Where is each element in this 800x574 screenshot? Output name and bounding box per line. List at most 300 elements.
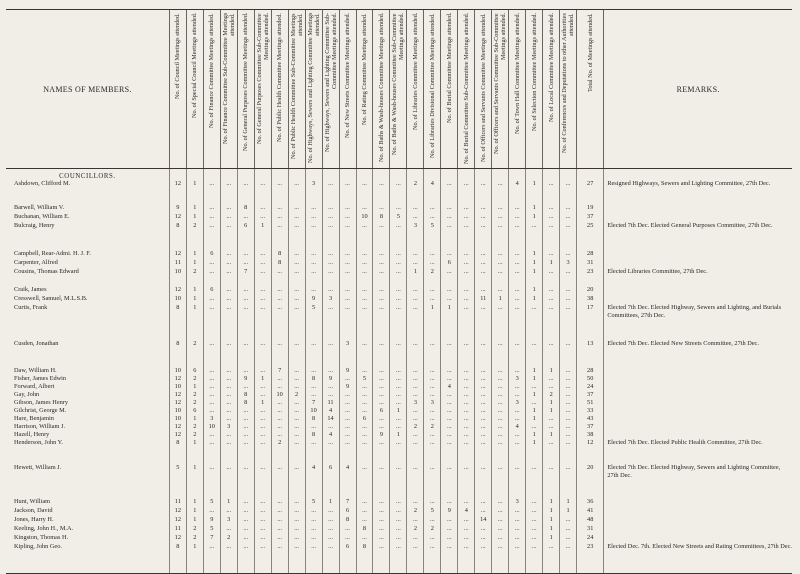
count-cell: 14 xyxy=(475,516,492,525)
count-cell: 2 xyxy=(186,268,203,286)
total-cell: 12 xyxy=(577,439,604,464)
member-name: Hunt, William xyxy=(14,498,51,505)
count-cell: ... xyxy=(203,222,220,250)
count-cell: 4 xyxy=(509,180,526,204)
count-cell: ... xyxy=(475,375,492,383)
count-cell: 6 xyxy=(441,259,458,268)
member-name: Jackson, David xyxy=(14,507,53,514)
total-cell: 41 xyxy=(577,507,604,516)
table-row xyxy=(6,286,792,295)
count-cell: 1 xyxy=(186,543,203,574)
count-cell: ... xyxy=(475,383,492,391)
total-cell: 27 xyxy=(577,180,604,204)
count-cell: ... xyxy=(475,180,492,204)
count-cell: 1 xyxy=(526,375,543,383)
member-cell xyxy=(6,525,169,534)
count-cell: ... xyxy=(509,507,526,516)
count-cell: 7 xyxy=(339,498,356,507)
count-cell: ... xyxy=(288,180,305,204)
count-cell: 2 xyxy=(288,391,305,399)
count-cell: ... xyxy=(475,407,492,415)
table-row xyxy=(6,250,792,259)
total-header xyxy=(577,10,604,169)
count-cell: 1 xyxy=(186,498,203,507)
total-cell: 28 xyxy=(577,367,604,375)
count-cell: ... xyxy=(322,507,339,516)
count-cell: ... xyxy=(560,222,577,250)
count-cell: 8 xyxy=(305,375,322,383)
remark-cell xyxy=(604,399,792,407)
member-cell xyxy=(6,367,169,375)
count-cell: 1 xyxy=(526,295,543,304)
count-cell: 14 xyxy=(322,415,339,423)
count-cell: 1 xyxy=(526,367,543,375)
member-name: Forward, Albert xyxy=(14,383,55,390)
count-cell: ... xyxy=(254,286,271,295)
count-cell: 8 xyxy=(356,525,373,534)
remark-cell: Elected 7th Dec. Elected General Purposes Committee, 27th Dec. xyxy=(604,222,792,250)
count-cell: 1 xyxy=(407,268,424,286)
count-cell: ... xyxy=(424,250,441,259)
count-cell: 7 xyxy=(271,367,288,375)
total-cell: 28 xyxy=(577,250,604,259)
count-cell: ... xyxy=(305,507,322,516)
count-cell: ... xyxy=(203,439,220,464)
count-cell: 1 xyxy=(254,399,271,407)
count-cell: ... xyxy=(356,180,373,204)
count-cell: 3 xyxy=(407,399,424,407)
count-cell: ... xyxy=(475,304,492,340)
count-cell: ... xyxy=(492,399,509,407)
count-cell: 7 xyxy=(237,268,254,286)
count-cell: ... xyxy=(560,375,577,383)
count-cell: 1 xyxy=(526,431,543,439)
count-cell: ... xyxy=(356,340,373,367)
count-cell: ... xyxy=(237,250,254,259)
count-cell: ... xyxy=(305,423,322,431)
member-cell xyxy=(6,213,169,222)
section-empty-cell xyxy=(305,169,322,181)
count-cell: ... xyxy=(441,222,458,250)
count-cell: ... xyxy=(492,340,509,367)
count-cell: 4 xyxy=(305,464,322,498)
count-cell: 5 xyxy=(169,464,186,498)
count-cell: ... xyxy=(492,213,509,222)
count-cell: ... xyxy=(492,222,509,250)
column-header xyxy=(475,10,492,169)
remark-cell xyxy=(604,250,792,259)
member-name: Cusden, Jonathan xyxy=(14,340,59,347)
count-cell: 10 xyxy=(169,383,186,391)
count-cell: 8 xyxy=(169,543,186,574)
count-cell: 2 xyxy=(424,268,441,286)
section-empty-cell xyxy=(271,169,288,181)
count-cell: ... xyxy=(356,367,373,375)
count-cell: 6 xyxy=(186,367,203,375)
count-cell: ... xyxy=(203,543,220,574)
member-cell xyxy=(6,375,169,383)
count-cell: ... xyxy=(339,431,356,439)
count-cell: 6 xyxy=(339,543,356,574)
count-cell: ... xyxy=(220,407,237,415)
count-cell: ... xyxy=(475,399,492,407)
count-cell: 1 xyxy=(186,204,203,213)
total-cell: 33 xyxy=(577,407,604,415)
section-empty-cell xyxy=(475,169,492,181)
count-cell: ... xyxy=(288,415,305,423)
count-cell: ... xyxy=(492,375,509,383)
column-header xyxy=(356,10,373,169)
count-cell: ... xyxy=(543,304,560,340)
count-cell: 1 xyxy=(543,516,560,525)
count-cell: ... xyxy=(373,383,390,391)
count-cell: ... xyxy=(475,222,492,250)
count-cell: ... xyxy=(203,340,220,367)
count-cell: 5 xyxy=(424,222,441,250)
count-cell: ... xyxy=(203,259,220,268)
count-cell: ... xyxy=(288,439,305,464)
count-cell: ... xyxy=(288,498,305,507)
count-cell: ... xyxy=(356,534,373,543)
count-cell: ... xyxy=(271,340,288,367)
count-cell: ... xyxy=(458,286,475,295)
count-cell: 9 xyxy=(339,367,356,375)
count-cell: 1 xyxy=(390,431,407,439)
count-cell: ... xyxy=(407,534,424,543)
count-cell: ... xyxy=(322,268,339,286)
count-cell: ... xyxy=(271,507,288,516)
count-cell: ... xyxy=(254,180,271,204)
count-cell: 9 xyxy=(169,204,186,213)
count-cell: 10 xyxy=(203,423,220,431)
count-cell: ... xyxy=(305,367,322,375)
table-row xyxy=(6,383,792,391)
member-name: Kingston, Thomas H. xyxy=(14,534,69,541)
remark-cell xyxy=(604,516,792,525)
count-cell: ... xyxy=(254,498,271,507)
column-header xyxy=(492,10,509,169)
count-cell: ... xyxy=(203,383,220,391)
count-cell: ... xyxy=(407,439,424,464)
count-cell: 3 xyxy=(220,516,237,525)
remark-cell xyxy=(604,383,792,391)
column-header-label: No. of Finance Committee Meetings attended. xyxy=(208,13,216,128)
count-cell: ... xyxy=(339,415,356,423)
count-cell: ... xyxy=(441,399,458,407)
count-cell: 1 xyxy=(390,407,407,415)
count-cell: 2 xyxy=(186,391,203,399)
member-name: Gilchrist, George M. xyxy=(14,407,67,414)
table-body xyxy=(6,169,792,574)
count-cell: ... xyxy=(356,383,373,391)
count-cell: ... xyxy=(390,286,407,295)
count-cell: ... xyxy=(424,340,441,367)
count-cell: 8 xyxy=(237,391,254,399)
count-cell: ... xyxy=(509,439,526,464)
total-cell: 37 xyxy=(577,391,604,399)
count-cell: ... xyxy=(288,464,305,498)
count-cell: ... xyxy=(407,295,424,304)
count-cell: ... xyxy=(220,250,237,259)
count-cell: ... xyxy=(373,525,390,534)
total-cell: 37 xyxy=(577,423,604,431)
count-cell: ... xyxy=(424,543,441,574)
count-cell: ... xyxy=(339,180,356,204)
member-cell xyxy=(6,423,169,431)
names-header: NAMES OF MEMBERS. xyxy=(6,10,169,169)
count-cell: ... xyxy=(509,415,526,423)
count-cell: 1 xyxy=(526,259,543,268)
count-cell: 5 xyxy=(203,525,220,534)
count-cell: ... xyxy=(322,286,339,295)
count-cell: ... xyxy=(560,340,577,367)
count-cell: ... xyxy=(254,464,271,498)
count-cell: ... xyxy=(492,250,509,259)
count-cell: ... xyxy=(339,304,356,340)
count-cell: ... xyxy=(271,431,288,439)
count-cell: ... xyxy=(271,399,288,407)
count-cell: ... xyxy=(407,516,424,525)
column-header-label: No. of Finance Committee Sub-Committee Meetings attended. xyxy=(221,13,236,145)
count-cell: ... xyxy=(339,295,356,304)
count-cell: ... xyxy=(492,415,509,423)
count-cell: ... xyxy=(475,431,492,439)
column-header xyxy=(373,10,390,169)
remark-cell xyxy=(604,391,792,399)
remark-cell xyxy=(604,295,792,304)
count-cell: ... xyxy=(203,304,220,340)
count-cell: ... xyxy=(390,250,407,259)
count-cell: ... xyxy=(441,423,458,431)
count-cell: ... xyxy=(509,516,526,525)
count-cell: ... xyxy=(560,250,577,259)
count-cell: ... xyxy=(356,407,373,415)
count-cell: ... xyxy=(356,507,373,516)
count-cell: ... xyxy=(254,304,271,340)
count-cell: ... xyxy=(220,268,237,286)
count-cell: ... xyxy=(254,268,271,286)
column-header-label: No. of Highways, Sewers and Lighting Committee Meetings attended. xyxy=(306,13,321,164)
count-cell: ... xyxy=(356,304,373,340)
section-empty-cell xyxy=(560,169,577,181)
count-cell: ... xyxy=(390,464,407,498)
count-cell: ... xyxy=(373,268,390,286)
count-cell: ... xyxy=(560,407,577,415)
count-cell: ... xyxy=(305,268,322,286)
count-cell: ... xyxy=(322,204,339,213)
count-cell: ... xyxy=(390,543,407,574)
count-cell: ... xyxy=(424,431,441,439)
column-header-label: No. of Burial Committee Meetings attended. xyxy=(445,13,453,124)
count-cell: 2 xyxy=(407,507,424,516)
count-cell: ... xyxy=(339,439,356,464)
count-cell: ... xyxy=(305,516,322,525)
count-cell: ... xyxy=(458,367,475,375)
count-cell: ... xyxy=(390,516,407,525)
count-cell: ... xyxy=(492,464,509,498)
count-cell: ... xyxy=(305,391,322,399)
count-cell: ... xyxy=(237,340,254,367)
count-cell: ... xyxy=(356,286,373,295)
member-name: Gay, John xyxy=(14,391,40,398)
count-cell: ... xyxy=(560,268,577,286)
count-cell: ... xyxy=(305,250,322,259)
count-cell: 11 xyxy=(169,259,186,268)
count-cell: ... xyxy=(390,304,407,340)
section-empty-cell xyxy=(203,169,220,181)
count-cell: ... xyxy=(373,180,390,204)
count-cell: ... xyxy=(390,259,407,268)
count-cell: 9 xyxy=(441,507,458,516)
count-cell: ... xyxy=(424,516,441,525)
total-cell: 25 xyxy=(577,222,604,250)
count-cell: ... xyxy=(509,250,526,259)
count-cell: ... xyxy=(526,543,543,574)
section-empty-cell xyxy=(322,169,339,181)
count-cell: 1 xyxy=(322,498,339,507)
count-cell: 1 xyxy=(543,399,560,407)
total-cell: 20 xyxy=(577,286,604,295)
count-cell: ... xyxy=(560,516,577,525)
member-cell xyxy=(6,180,169,204)
count-cell: ... xyxy=(305,222,322,250)
count-cell: ... xyxy=(373,367,390,375)
count-cell: ... xyxy=(560,391,577,399)
table-row xyxy=(6,367,792,375)
count-cell: 3 xyxy=(509,399,526,407)
count-cell: ... xyxy=(458,464,475,498)
count-cell: 1 xyxy=(543,534,560,543)
count-cell: ... xyxy=(254,259,271,268)
count-cell: ... xyxy=(492,431,509,439)
count-cell: 3 xyxy=(509,375,526,383)
count-cell: ... xyxy=(492,439,509,464)
count-cell: ... xyxy=(271,498,288,507)
count-cell: 5 xyxy=(305,304,322,340)
count-cell: 12 xyxy=(169,399,186,407)
count-cell: 2 xyxy=(186,222,203,250)
count-cell: ... xyxy=(356,439,373,464)
total-cell: 19 xyxy=(577,204,604,213)
remark-cell: Elected 7th Dec. Elected Highway, Sewers and Lighting Committee, 27th Dec. xyxy=(604,464,792,498)
count-cell: ... xyxy=(305,534,322,543)
count-cell: ... xyxy=(237,516,254,525)
count-cell: ... xyxy=(424,498,441,507)
count-cell: ... xyxy=(288,431,305,439)
count-cell: ... xyxy=(288,399,305,407)
total-cell: 31 xyxy=(577,259,604,268)
total-cell: 23 xyxy=(577,268,604,286)
count-cell: ... xyxy=(220,340,237,367)
count-cell: ... xyxy=(441,498,458,507)
count-cell: ... xyxy=(305,383,322,391)
total-cell: 24 xyxy=(577,383,604,391)
count-cell: 1 xyxy=(186,286,203,295)
section-empty-cell xyxy=(254,169,271,181)
remark-cell xyxy=(604,498,792,507)
count-cell: 2 xyxy=(271,439,288,464)
count-cell: ... xyxy=(356,204,373,213)
member-cell xyxy=(6,543,169,574)
remarks-header: REMARKS. xyxy=(604,10,792,169)
count-cell: ... xyxy=(492,423,509,431)
count-cell: ... xyxy=(271,213,288,222)
count-cell: 9 xyxy=(237,375,254,383)
count-cell: 1 xyxy=(526,391,543,399)
count-cell: ... xyxy=(424,259,441,268)
count-cell: ... xyxy=(458,204,475,213)
count-cell: 1 xyxy=(526,407,543,415)
section-empty-cell xyxy=(509,169,526,181)
table-row xyxy=(6,498,792,507)
column-header-label: No. of Selection Committee Meetings attended. xyxy=(530,13,538,132)
count-cell: ... xyxy=(458,383,475,391)
count-cell: ... xyxy=(373,295,390,304)
count-cell: ... xyxy=(509,407,526,415)
count-cell: ... xyxy=(475,367,492,375)
member-name: Buchanan, William E. xyxy=(14,213,70,220)
count-cell: ... xyxy=(492,268,509,286)
total-cell: 51 xyxy=(577,399,604,407)
member-name: Curtis, Frank xyxy=(14,304,48,311)
member-cell xyxy=(6,464,169,498)
count-cell: ... xyxy=(271,464,288,498)
count-cell: ... xyxy=(305,525,322,534)
count-cell: ... xyxy=(254,516,271,525)
count-cell: ... xyxy=(509,213,526,222)
section-empty-cell xyxy=(492,169,509,181)
count-cell: 12 xyxy=(169,423,186,431)
member-name: Cresswell, Samuel, M.L.S.B. xyxy=(14,295,88,302)
count-cell: ... xyxy=(475,498,492,507)
count-cell: ... xyxy=(458,498,475,507)
count-cell: ... xyxy=(322,304,339,340)
count-cell: ... xyxy=(543,295,560,304)
count-cell: ... xyxy=(203,407,220,415)
count-cell: ... xyxy=(271,423,288,431)
count-cell: ... xyxy=(220,391,237,399)
section-empty-cell xyxy=(424,169,441,181)
count-cell: ... xyxy=(492,180,509,204)
count-cell: 12 xyxy=(169,516,186,525)
remark-cell xyxy=(604,431,792,439)
table-row xyxy=(6,222,792,250)
column-header xyxy=(220,10,237,169)
count-cell: ... xyxy=(492,498,509,507)
member-cell xyxy=(6,304,169,340)
table-row xyxy=(6,407,792,415)
table-row xyxy=(6,516,792,525)
count-cell: 2 xyxy=(424,423,441,431)
count-cell: 1 xyxy=(186,383,203,391)
count-cell: 10 xyxy=(169,268,186,286)
count-cell: ... xyxy=(543,543,560,574)
count-cell: ... xyxy=(373,286,390,295)
count-cell: ... xyxy=(526,423,543,431)
count-cell: ... xyxy=(220,375,237,383)
count-cell: ... xyxy=(237,423,254,431)
count-cell: ... xyxy=(509,204,526,213)
count-cell: ... xyxy=(254,391,271,399)
count-cell: ... xyxy=(407,543,424,574)
count-cell: ... xyxy=(560,383,577,391)
column-header-label: No. of General Purposes Committee Sub-Committee Meetings attended. xyxy=(255,13,270,144)
count-cell: ... xyxy=(288,268,305,286)
count-cell: ... xyxy=(458,222,475,250)
member-name: Campbell, Rear-Admi. H. J. F. xyxy=(14,250,91,257)
count-cell: ... xyxy=(424,286,441,295)
count-cell: 3 xyxy=(424,399,441,407)
